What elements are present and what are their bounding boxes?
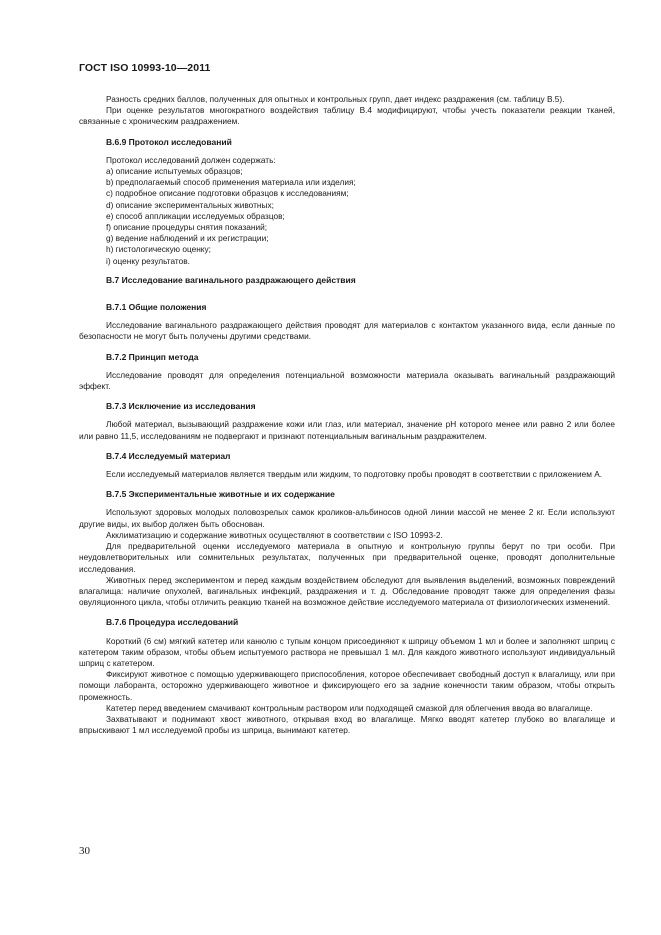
paragraph: Разность средних баллов, полученных для опытных и контрольных групп, дает индекс раздражения (см. таблицу В.5).	[106, 94, 565, 104]
document-body	[79, 94, 615, 736]
paragraph: Если исследуемый материалов является твердым или жидким, то подготовку пробы проводят в соответствии с приложением А.	[106, 469, 603, 480]
paragraph: Захватывают и поднимают хвост животного, открывая вход во влагалище. Мягко вводят катетер глубоко во влагалище и впрыскивают 1 мл исследуемой пробы из шприца, вынимают катетер.	[79, 713, 615, 736]
paragraph: Короткий (6 см) мягкий катетер или канюлю с тупым концом присоединяют к шприцу объемом 1 мл и более и заполняют шприц с катетером таким образом, чтобы объем испытуемого раствора не превышал 1 мл. Для каждого животного используют индивидуальный шприц с катетером.	[79, 635, 615, 668]
section-heading-b71: В.7.1 Общие положения	[106, 302, 207, 313]
section-heading-b7: В.7 Исследование вагинального раздражающего действия	[106, 274, 356, 285]
paragraph: Для предварительной оценки исследуемого материала в опытную и контрольную группы берут по три особи. При неудовлетворительных или сомнительных результатах, полученных при предварительной оценке, проводят дополнительные исследования.	[79, 541, 615, 574]
paragraph: Исследование вагинального раздражающего действия проводят для материалов с контактом указанного вида, если данные по безопасности не могут быть получены другими средствами.	[79, 320, 615, 342]
section-heading-b75: В.7.5 Экспериментальные животные и их содержание	[106, 489, 335, 500]
page-number: 30	[79, 845, 90, 857]
section-heading-b72: В.7.2 Принцип метода	[106, 351, 199, 362]
list-item: e) способ аппликации исследуемых образцов;	[106, 210, 285, 221]
list-item: f) описание процедуры снятия показаний;	[106, 222, 268, 233]
paragraph: Животных перед экспериментом и перед каждым воздействием обследуют для выявления выделений, возможных повреждений влагалища: наличие опухолей, вагинальных инфекций, раздражения и т. д. Обследование проводят также для определения фазы овуляционного цикла, чтобы отличить реакцию тканей на возможное действие исследуемого материала от физиологических изменений.	[79, 574, 615, 608]
list-item: h) гистологическую оценку;	[106, 244, 211, 255]
document-header: ГОСТ ISO 10993-10—2011	[79, 62, 211, 74]
paragraph: Катетер перед введением смачивают контрольным раствором или подходящей смазкой для облегчения ввода во влагалище.	[106, 702, 593, 713]
list-item: b) предполагаемый способ применения материала или изделия;	[106, 177, 356, 188]
paragraph: Фиксируют животное с помощью удерживающего приспособления, которое обеспечивает свободный доступ к влагалищу, или при помощи лаборанта, осторожно удерживающего животное и фиксирующего его за задние конечности таким образом, чтобы открыть промежность.	[79, 669, 615, 702]
paragraph: Исследование проводят для определения потенциальной возможности материала оказывать вагинальный раздражающий эффект.	[79, 369, 615, 392]
list-item: c) подробное описание подготовки образцов к исследованиям;	[106, 188, 349, 199]
list-item: d) описание экспериментальных животных;	[106, 199, 274, 210]
list-item: i) оценку результатов.	[106, 255, 190, 266]
list-item: g) ведение наблюдений и их регистрации;	[106, 233, 269, 244]
section-heading-b76: В.7.6 Процедура исследований	[106, 617, 239, 628]
paragraph: При оценке результатов многократного воздействия таблицу В.4 модифицируют, чтобы учесть показатели реакции тканей, связанные с хроническим раздражением.	[79, 105, 615, 127]
section-heading-b73: В.7.3 Исключение из исследования	[106, 401, 256, 412]
list-item: a) описание испытуемых образцов;	[106, 166, 243, 177]
paragraph: Акклиматизацию и содержание животных осуществляют в соответствии с ISO 10993-2.	[106, 529, 443, 540]
section-heading-b74: В.7.4 Исследуемый материал	[106, 450, 231, 461]
paragraph: Любой материал, вызывающий раздражение кожи или глаз, или материал, значение pH которого менее или равно 2 или более или равно 11,5, исследованиям не подвергают и признают потенциальным вагинальным раздражителем.	[79, 419, 615, 441]
section-heading-b69: В.6.9 Протокол исследований	[106, 136, 232, 147]
paragraph: Используют здоровых молодых половозрелых самок кроликов-альбиносов одной линии массой не менее 2 кг. Если используют другие виды, их выбор должен быть обоснован.	[79, 507, 615, 529]
paragraph: Протокол исследований должен содержать:	[106, 154, 276, 165]
